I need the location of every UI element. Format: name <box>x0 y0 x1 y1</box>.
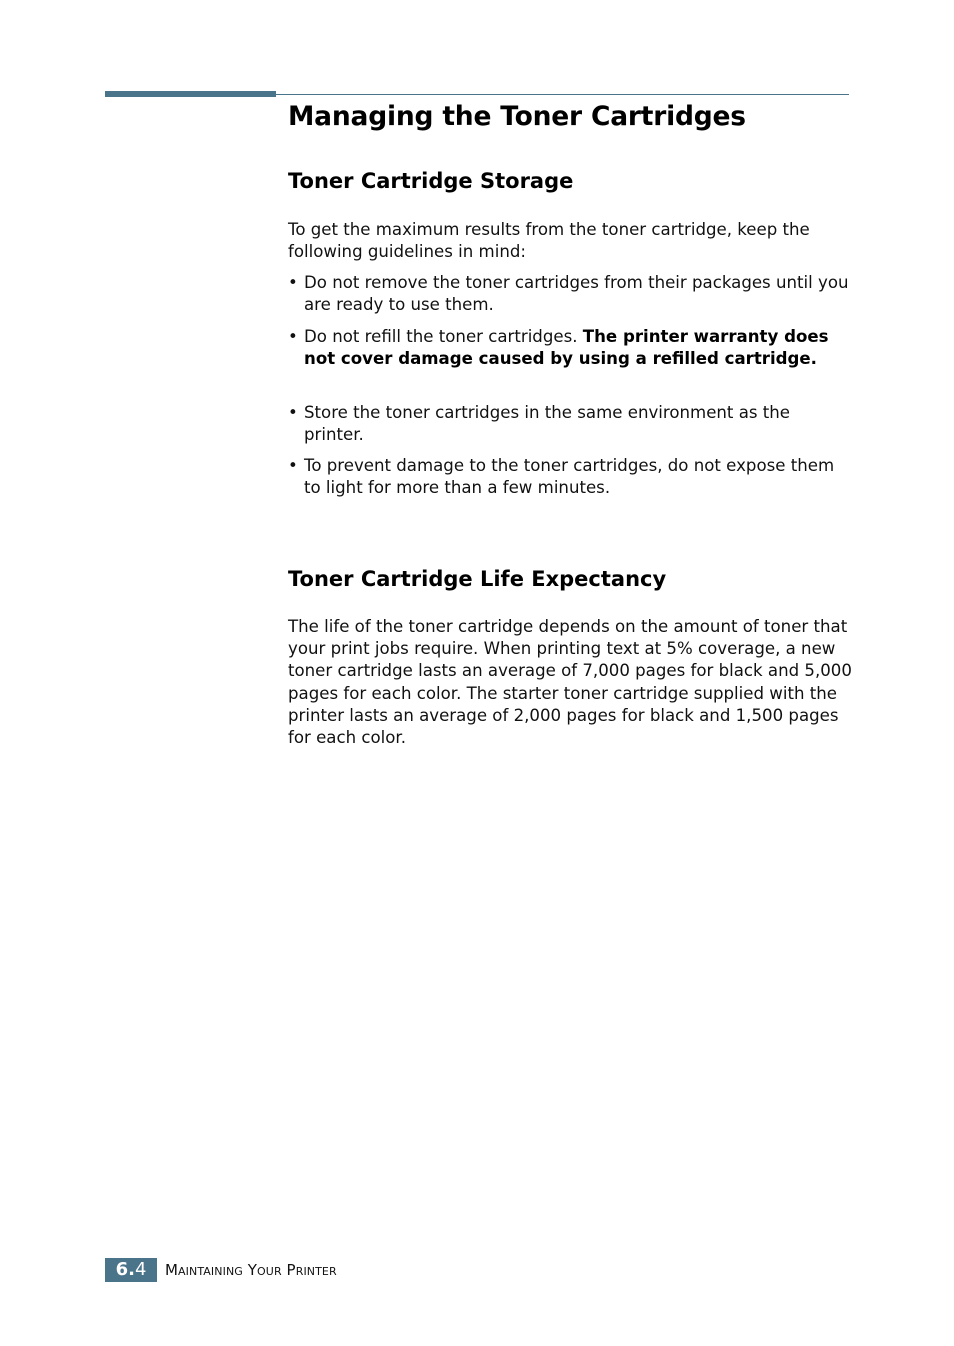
bullet-icon: • <box>288 273 298 292</box>
storage-intro-paragraph: To get the maximum results from the toner cartridge, keep the following guidelines in mind: <box>288 220 810 262</box>
section-title-life-expectancy: Toner Cartridge Life Expectancy <box>288 567 667 591</box>
bullet-text: To prevent damage to the toner cartridges, do not expose them to light for more than a few minutes. <box>304 456 835 498</box>
bullet-text: Store the toner cartridges in the same environment as the printer. <box>304 403 791 445</box>
life-expectancy-paragraph: The life of the toner cartridge depends on the amount of toner that your print jobs require. When printing text at 5% coverage, a new toner cartridge lasts an average of 7,000 pages for black and 5,000 pages for each color. The starter toner cartridge supplied with the printer lasts an average of 2,000 pages for black and 1,500 pages for each color. <box>288 617 852 748</box>
storage-bullet-2 <box>288 326 853 370</box>
header-rule-line <box>276 94 849 95</box>
bullet-icon: • <box>288 327 298 346</box>
storage-bullet-3 <box>288 402 853 446</box>
section-title-storage: Toner Cartridge Storage <box>288 169 574 193</box>
page-number: 4 <box>134 1259 147 1280</box>
bullet-icon: • <box>288 403 298 422</box>
bullet-text: Do not remove the toner cartridges from their packages until you are ready to use them. <box>304 273 849 315</box>
storage-bullet-1 <box>288 272 853 316</box>
page-number-badge <box>105 1258 157 1282</box>
bullet-icon: • <box>288 456 298 475</box>
storage-bullet-4 <box>288 455 853 499</box>
bullet-text: Do not refill the toner cartridges. <box>304 327 583 346</box>
footer-chapter-title: Maintaining Your Printer <box>165 1261 337 1279</box>
header-accent-bar <box>105 91 276 97</box>
warranty-warning-text: The printer warranty does not cover damage caused by using a refilled cartridge. <box>304 327 829 369</box>
chapter-number: 6. <box>115 1259 135 1280</box>
page-title: Managing the Toner Cartridges <box>288 101 746 132</box>
